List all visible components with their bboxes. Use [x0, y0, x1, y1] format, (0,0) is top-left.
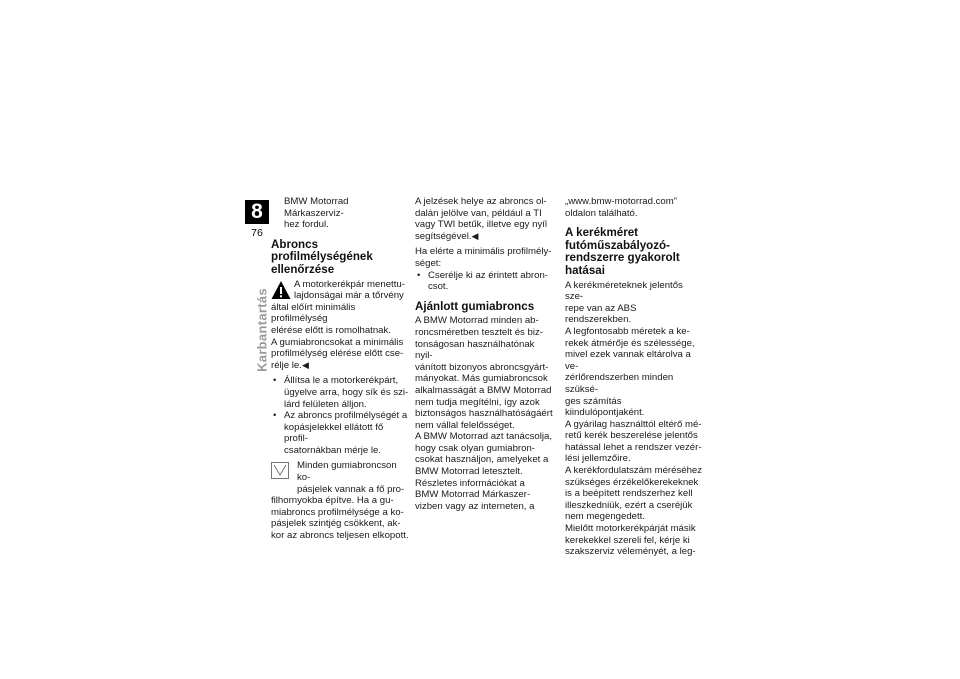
note-hint-icon	[271, 462, 289, 479]
intro-paragraph: BMW Motorrad Márkaszerviz- hez fordul.	[284, 196, 349, 231]
paragraph: A kerékméreteknek jelentős sze- repe van az ABS rendszerekben. A legfontosabb méretek a ke- rekek átmérője és szélessége, mivel ezek vannak eltárolva a ve- zérlőrendszerben minden szüksé- ges számítás kiindulópontjaként. A gyárilag használttól eltérő mé- retű kerék beszerelése jelentős hatással lehet a rendszer vezér- lési jellemzőire. A kerékfordulatszám méréséhez szükséges érzékelőkerekeknek is a beépített rendszerhez kell illeszkedniük, ezért a cseréjük nem megengedett. Mielőtt motorkerékpárját másik kerekekkel szereli fel, kérje ki szakszerviz véleményét, a leg-	[565, 279, 703, 558]
column-2	[415, 196, 553, 512]
section-heading-wheel-size: A kerékméret futóműszabályozó- rendszerre gyakorolt hatásai	[565, 226, 680, 277]
page-number: 76	[251, 227, 263, 239]
warning-text-first: A motorkerékpár menettu- lajdonságai már a tőrvény	[294, 278, 405, 302]
paragraph: A BMW Motorrad minden ab- roncsméretben tesztelt és biz- tonságosan használhatónak nyil- vánított bizonyos abroncsgyárt- mányokat. Más gumiabroncsok alkalmasságát a BMW Motorrad nem tudja megítélni, így azok biztonságos használhatóságáért nem vállal felelősséget. A BMW Motorrad azt tanácsolja, hogy csak olyan gumiabron- csokat használjon, amelyeket a BMW Motorrad letesztelt. Részletes információkat a BMW Motorrad Márkaszer- vizben vagy az interneten, a	[415, 315, 553, 512]
list-item: • Az abroncs profilmélységét a kopásjelekkel ellátott fő profil- csatornákban mérje le.	[271, 410, 409, 456]
note-block	[271, 460, 409, 541]
end-mark: ◀	[301, 359, 309, 370]
warning-triangle-icon	[271, 280, 291, 300]
list-item: • Állítsa le a motorkerékpárt, ügyelve arra, hogy sík és szi- lárd felületen álljon.	[271, 375, 409, 410]
section-heading-tread-depth: Abroncs profilmélységének ellenőrzése	[271, 237, 373, 276]
chapter-number: 8	[251, 200, 263, 223]
note-text-rest: filhornyokba építve. Ha a gu- miabroncs profilmélysége a ko- pásjelek szintjég csökkent, ak- kor az abroncs teljesen elkopott.	[271, 495, 409, 542]
column-3	[565, 196, 703, 558]
section-heading-recommended-tyres: Ajánlott gumiabroncs	[415, 299, 535, 313]
paragraph: „www.bmw-motorrad.com” oldalon található.	[565, 196, 677, 219]
list-item: • Cserélje ki az érintett abron- csot.	[415, 270, 553, 293]
note-text-first: Minden gumiabroncson ko- pásjelek vannak a fő pro-	[297, 460, 405, 495]
chapter-title: Karbantartás	[254, 288, 270, 372]
warning-text-rest: által előírt minimális profilmélység elérése előtt is romolhatnak. A gumiabroncsokat a minimális profilmélység elérése előtt cse- rélje le.◀	[271, 301, 404, 371]
paragraph: Ha elérte a minimális profilmély- séget:	[415, 246, 552, 269]
column-1	[271, 196, 409, 542]
paragraph: A jelzések helye az abroncs ol- dalán jelölve van, például a TI vagy TWI betűk, illetve egy nyíl segítségével.◀	[415, 196, 548, 242]
chapter-number-box	[245, 200, 269, 224]
end-mark: ◀	[471, 230, 479, 241]
warning-block	[271, 279, 409, 372]
